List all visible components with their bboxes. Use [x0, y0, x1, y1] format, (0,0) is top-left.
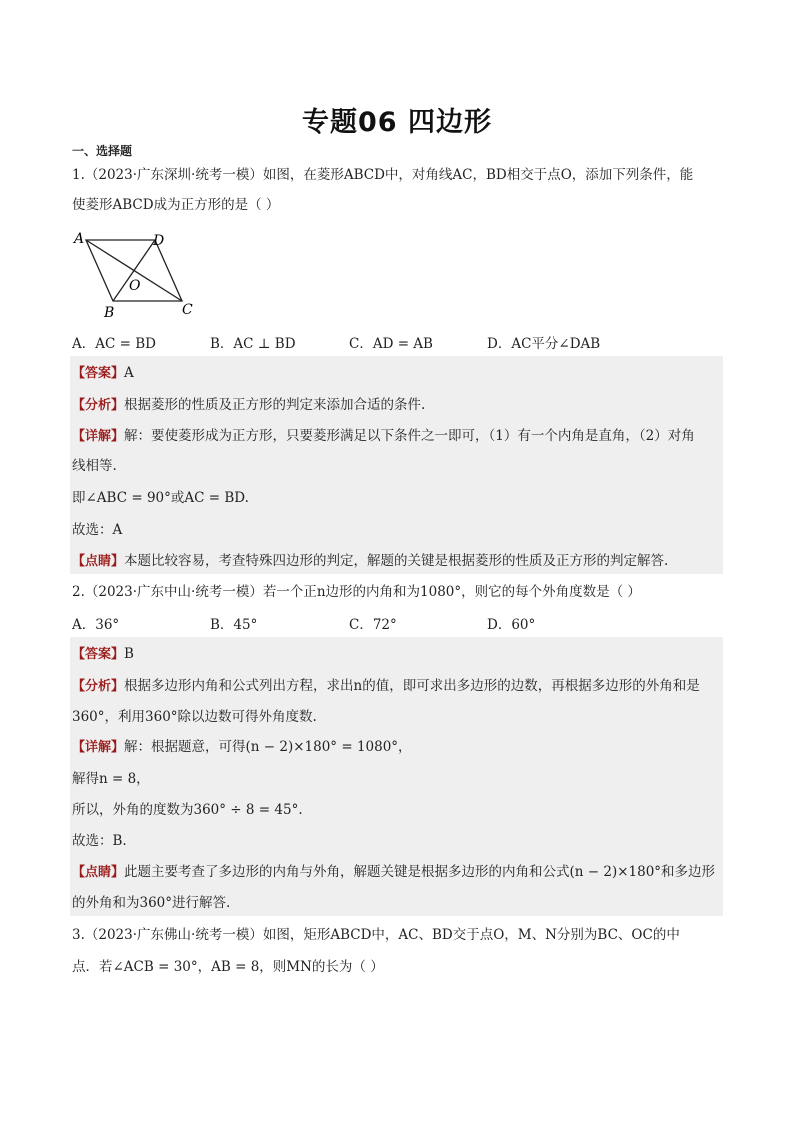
q1-detail-line3: 即∠ABC = 90°或AC = BD. [72, 490, 249, 506]
q2-option-c: C．72° [349, 617, 397, 633]
analysis-text: 根据多边形内角和公式列出方程，求出n的值，即可求出多边形的边数，再根据多边形的外角和是 [124, 678, 700, 694]
q2-analysis-line1 [72, 676, 722, 697]
q2-answer [72, 644, 722, 665]
q2-comment-line1 [72, 862, 722, 883]
q2-option-a: A．36° [72, 617, 120, 633]
q2-comment-line2: 的外角和为360°进行解答. [72, 895, 231, 911]
detail-tag: 【详解】 [72, 740, 125, 755]
page-title: 专题06 四边形 [302, 107, 492, 138]
q2-detail-line1 [72, 737, 722, 758]
q1-stem-line1: 1.（2023·广东深圳·统考一模）如图，在菱形ABCD中，对角线AC，BD相交于点O，添加下列条件，能 [72, 167, 694, 183]
q3-stem-line1: 3.（2023·广东佛山·统考一模）如图，矩形ABCD中，AC、BD交于点O，M、N分别为BC、OC的中 [72, 927, 680, 943]
q2-option-d: D．60° [487, 617, 536, 633]
q2-detail-line3: 所以，外角的度数为360° ÷ 8 = 45°. [72, 802, 303, 818]
detail-text: 解：根据题意，可得(n − 2)×180° = 1080°， [124, 739, 412, 755]
q2-stem: 2.（2023·广东中山·统考一模）若一个正n边形的内角和为1080°，则它的每个外角度数是（ ） [72, 584, 641, 600]
analysis-text: 根据菱形的性质及正方形的判定来添加合适的条件. [124, 397, 426, 413]
comment-tag: 【点睛】 [72, 554, 125, 569]
analysis-tag: 【分析】 [72, 398, 125, 413]
q1-option-b: B．AC ⊥ BD [210, 336, 296, 352]
q1-comment [72, 551, 722, 572]
answer-value: B [124, 646, 134, 662]
q1-detail-line1 [72, 426, 722, 447]
vertex-label-b: B [104, 305, 115, 320]
q1-detail-line2: 线相等. [72, 458, 117, 474]
detail-text: 解：要使菱形成为正方形，只要菱形满足以下条件之一即可，（1）有一个内角是直角，（2）对角 [124, 428, 695, 444]
comment-text: 此题主要考查了多边形的内角与外角，解题关键是根据多边形的内角和公式(n − 2)×180°和多边形 [124, 864, 716, 880]
q1-option-a: A．AC = BD [72, 336, 156, 352]
answer-tag: 【答案】 [72, 366, 125, 381]
q2-detail-line4: 故选：B. [72, 833, 127, 849]
q2-analysis-line2: 360°，利用360°除以边数可得外角度数. [72, 709, 317, 725]
vertex-label-c: C [182, 302, 193, 318]
q1-detail-line4: 故选：A [72, 522, 123, 538]
comment-text: 本题比较容易，考查特殊四边形的判定，解题的关键是根据菱形的性质及正方形的判定解答. [124, 553, 669, 569]
detail-tag: 【详解】 [72, 429, 125, 444]
answer-tag: 【答案】 [72, 647, 125, 662]
q1-answer [72, 363, 722, 384]
rhombus-figure [70, 228, 200, 320]
q1-option-c: C．AD = AB [349, 336, 433, 352]
q1-option-d: D．AC平分∠DAB [487, 336, 601, 352]
q1-stem-line2: 使菱形ABCD成为正方形的是（ ） [72, 197, 280, 213]
section-heading: 一、选择题 [72, 144, 133, 158]
comment-tag: 【点睛】 [72, 865, 125, 880]
vertex-label-d: D [153, 233, 165, 249]
q3-stem-line2: 点．若∠ACB = 30°，AB = 8，则MN的长为（ ） [72, 959, 384, 975]
q1-analysis [72, 395, 722, 416]
vertex-label-o: O [129, 278, 141, 294]
q2-option-b: B．45° [210, 617, 258, 633]
q2-detail-line2: 解得n = 8， [72, 771, 150, 787]
answer-value: A [124, 365, 134, 381]
analysis-tag: 【分析】 [72, 679, 125, 694]
vertex-label-a: A [74, 231, 85, 247]
